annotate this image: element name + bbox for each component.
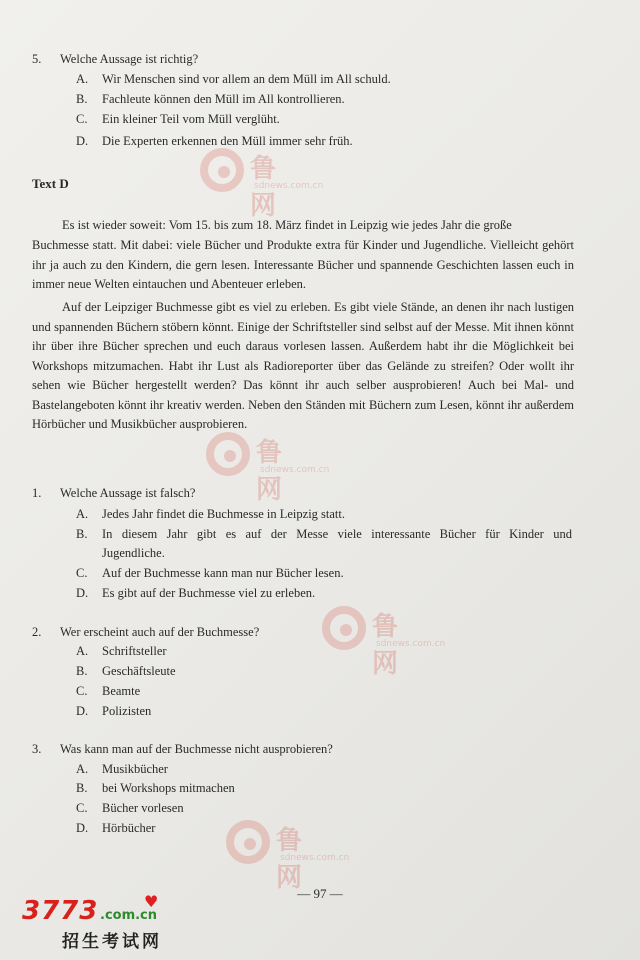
paragraph-2: Auf der Leipziger Buchmesse gibt es viel zu erleben. Es gibt viele Stände, an denen ihr nach lustigen und spannenden Büchern stöbern könnt. Einige der Schriftsteller sind selbst auf der Messe. Mit ihnen könnt ihr über ihre Bücher sprechen und euch daraus vorlesen lassen. Außerdem habt ihr die Möglichkeit bei Workshops mitzumachen. Habt ihr Lust als Radioreporter über das Gelände zu streifen? Oder wollt ihr sehen wie Bücher hergestellt werden? Das könnt ihr auch selber ausprobieren! Auch bei Mal- und Bastelangeboten könnt ihr kreativ werden. Neben den Ständen mit Büchern zum Lesen, könnt ihr außerdem Hörbücher und Musikbücher ausprobieren.	[32, 300, 574, 431]
question-text: Welche Aussage ist falsch?	[60, 486, 196, 500]
watermark-logo-icon	[226, 820, 270, 864]
paragraph-1-first-line: Es ist wieder soweit: Vom 15. bis zum 18. März findet in Leipzig wie jedes Jahr die große	[62, 218, 512, 232]
logo-subtitle: 招生考试网	[62, 932, 162, 952]
heart-icon: ♥	[144, 892, 159, 911]
watermark-logo-icon	[206, 432, 250, 476]
question-text: Wer erscheint auch auf der Buchmesse?	[60, 625, 260, 639]
question-number: 3.	[32, 742, 42, 756]
watermark-logo-icon	[200, 148, 244, 192]
paragraph-1: Buchmesse statt. Mit dabei: viele Bücher und Produkte extra für Kinder und Jugendliche. Vielleicht gehört ihr ja auch zu den Kindern, die gern lesen. Interessante Bücher und spannende Geschichten lassen euch in immer neue Welten eintauchen und Abenteuer erleben.	[32, 238, 574, 291]
question-text: Welche Aussage ist richtig?	[60, 52, 199, 66]
logo-number: 3773	[22, 896, 99, 926]
watermark-logo-icon	[322, 606, 366, 650]
question-number: 5.	[32, 52, 42, 66]
question-number: 1.	[32, 486, 42, 500]
section-heading: Text D	[32, 176, 69, 191]
question-number: 2.	[32, 625, 42, 639]
site-logo	[22, 892, 172, 956]
logo-domain: .com.cn	[100, 908, 158, 923]
question-text: Was kann man auf der Buchmesse nicht ausprobieren?	[60, 742, 333, 756]
exam-page: 5. Welche Aussage ist richtig? A. Wir Menschen sind vor allem an dem Müll im All schuld. B. Fachleute können den Müll im All kontrollieren. C. Ein kleiner Teil vom Müll verglüht. D. Die Experten erkennen den Müll immer sehr früh. Text D Es ist wieder soweit: Vom 15. bis zum 18. März findet in Leipzig wie jedes Jahr die große Buchmesse statt. Mit dabei: viele Bücher und Produkte extra für Kinder und Jugendliche. Vielleicht gehört ihr ja auch zu den Kindern, die gern lesen. Interessante Bücher und spannende Geschichten lassen euch in immer neue Welten eintauchen und Abenteuer erleben. Auf der Leipziger Buchmesse gibt es viel zu erleben. Es gibt viele Stände, an denen ihr nach lustigen und spannenden Büchern stöbern könnt. Einige der Schriftsteller sind selbst auf der Messe. Mit ihnen könnt ihr über ihre Bücher sprechen und euch daraus vorlesen lassen. Außerdem habt ihr die Möglichkeit bei Workshops mitzumachen. Habt ihr Lust als Radioreporter über das Gelände zu streifen? Oder wollt ihr sehen wie Bücher hergestellt werden? Das könnt ihr auch selber ausprobieren! Auch bei Mal- und Bastelangeboten könnt ihr kreativ werden. Neben den Ständen mit Büchern zum Lesen, könnt ihr außerdem Hörbücher und Musikbücher ausprobieren. 1. Welche Aussage ist falsch? A. Jedes Jahr findet die Buchmesse in Leipzig statt. B. In diesem Jahr gibt es auf der Messe viele interessante Bücher für Kinder und Jugendliche. C. Auf der Buchmesse kann man nur Bücher lesen. D. Es gibt auf der Buchmesse viel zu erleben. 2. Wer erscheint auch auf der Buchmesse? A. Schriftsteller B. Geschäftsleute C. Beamte D. Polizisten 3. Was kann man auf der Buchmesse nicht ausprobieren? A. Musikbücher B. bei Workshops mitmachen C. Bücher vorlesen D. Hörbücher — 97 — 鲁网 sdnews.com.cn 鲁网 sdnews.com.cn 鲁网 sdnews.com.cn 鲁网 sdnews.com.cn 3773 .com.cn ♥ 招生考试网	[0, 0, 640, 960]
page-number: — 97 —	[297, 886, 343, 901]
